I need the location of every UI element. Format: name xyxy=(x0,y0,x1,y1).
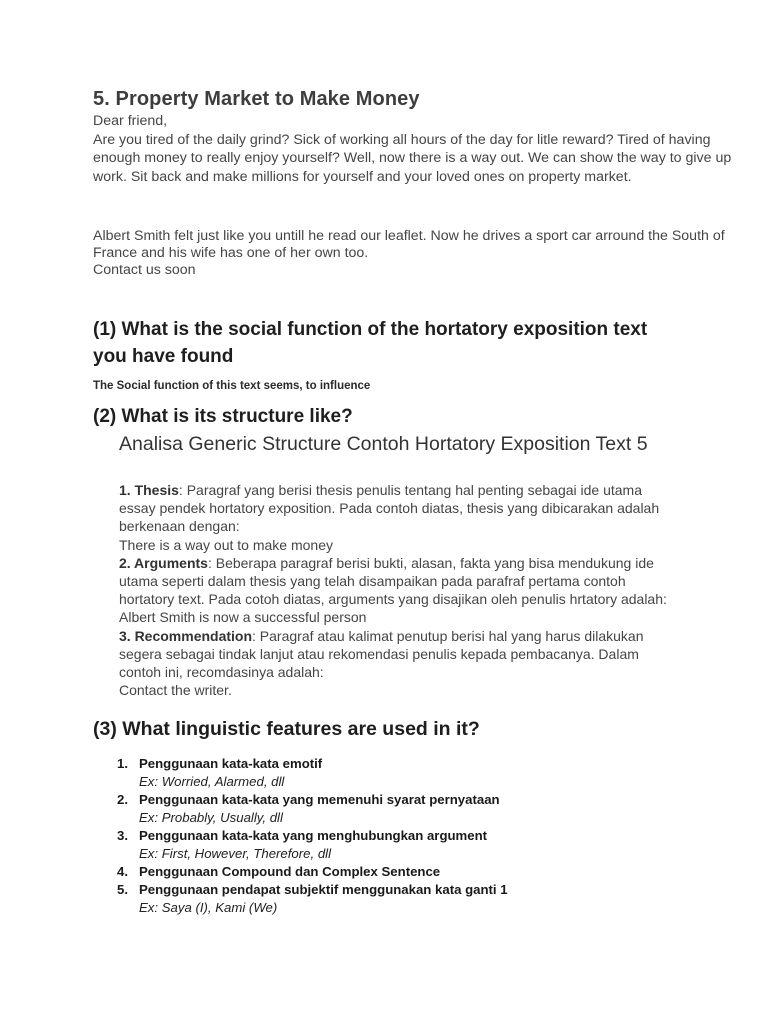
linguistic-features-list xyxy=(117,755,677,917)
list-number: 2. xyxy=(117,792,128,807)
recommendation-label: 3. Recommendation xyxy=(119,627,253,644)
feature-example: Ex: Worried, Alarmed, dll xyxy=(139,774,285,789)
recommendation-example: Contact the writer. xyxy=(119,682,232,699)
list-number: 3. xyxy=(117,828,128,843)
list-number: 5. xyxy=(117,882,128,897)
structure-section xyxy=(119,481,679,699)
question-1-answer: The Social function of this text seems, to influence xyxy=(93,380,371,392)
letter-body xyxy=(93,112,753,186)
feature-example: Ex: First, However, Therefore, dll xyxy=(139,846,332,861)
letter-body-2 xyxy=(93,228,753,279)
thesis-label: 1. Thesis xyxy=(119,482,179,498)
feature-example: Ex: Saya (I), Kami (We) xyxy=(139,900,278,915)
page-title: 5. Property Market to Make Money xyxy=(93,88,420,110)
question-1-heading: (1) What is the social function of the hortatory exposition text you have found xyxy=(93,319,648,367)
feature-label: Penggunaan pendapat subjektif menggunakan kata ganti 1 xyxy=(139,882,508,897)
thesis-example: There is a way out to make money xyxy=(119,536,333,553)
arguments-example: Albert Smith is now a successful person xyxy=(119,609,367,626)
thesis-block xyxy=(119,481,679,554)
feature-label: Penggunaan Compound dan Complex Sentence xyxy=(139,864,441,879)
letter-greeting: Dear friend, xyxy=(93,113,168,129)
arguments-description: : Beberapa paragraf berisi bukti, alasan, fakta yang bisa mendukung ide utama seperti dalam thesis yang telah disampaikan pada parafraf pertama contoh hortatory text. Pada cotoh diatas, arguments yang disajikan oleh penulis hrtatory adalah: xyxy=(119,554,667,608)
letter-paragraph-2: Albert Smith felt just like you untill he read our leaflet. Now he drives a sport car arround the South of France and his wife has one of her own too. xyxy=(93,228,725,261)
question-2-heading: (2) What is its structure like? xyxy=(93,406,353,427)
letter-paragraph-1: Are you tired of the daily grind? Sick of working all hours of the day for litle reward? Tired of having enough money to really enjoy yourself? Well, now there is a way out. We can show the way to give up work. Sit back and make millions for yourself and your loved ones on property market. xyxy=(93,131,732,185)
feature-example: Ex: Probably, Usually, dll xyxy=(139,810,283,825)
letter-closing: Contact us soon xyxy=(93,262,196,278)
list-number: 1. xyxy=(117,756,128,771)
thesis-description: : Paragraf yang berisi thesis penulis tentang hal penting sebagai ide utama essay pendek hortatory exposition. Pada contoh diatas, thesis yang dibicarakan adalah berkenaan dengan: xyxy=(119,482,660,535)
list-item xyxy=(117,881,677,917)
feature-label: Penggunaan kata-kata yang memenuhi syarat pernyataan xyxy=(139,792,500,807)
arguments-block xyxy=(119,554,679,627)
recommendation-block xyxy=(119,627,679,700)
structure-subheading: Analisa Generic Structure Contoh Hortatory Exposition Text 5 xyxy=(119,433,648,455)
recommendation-description: : Paragraf atau kalimat penutup berisi hal yang harus dilakukan segera sebagai tindak lanjut atau rekomendasi penulis kepada pembacanya. Dalam contoh ini, recomdasinya adalah: xyxy=(119,627,644,681)
arguments-label: 2. Arguments xyxy=(119,554,208,571)
question-3-heading: (3) What linguistic features are used in it? xyxy=(93,718,480,740)
feature-label: Penggunaan kata-kata yang menghubungkan argument xyxy=(139,828,488,843)
list-item xyxy=(117,755,677,791)
list-item xyxy=(117,863,677,881)
list-number: 4. xyxy=(117,864,128,879)
list-item xyxy=(117,827,677,863)
list-item xyxy=(117,791,677,827)
feature-label: Penggunaan kata-kata emotif xyxy=(139,756,323,771)
